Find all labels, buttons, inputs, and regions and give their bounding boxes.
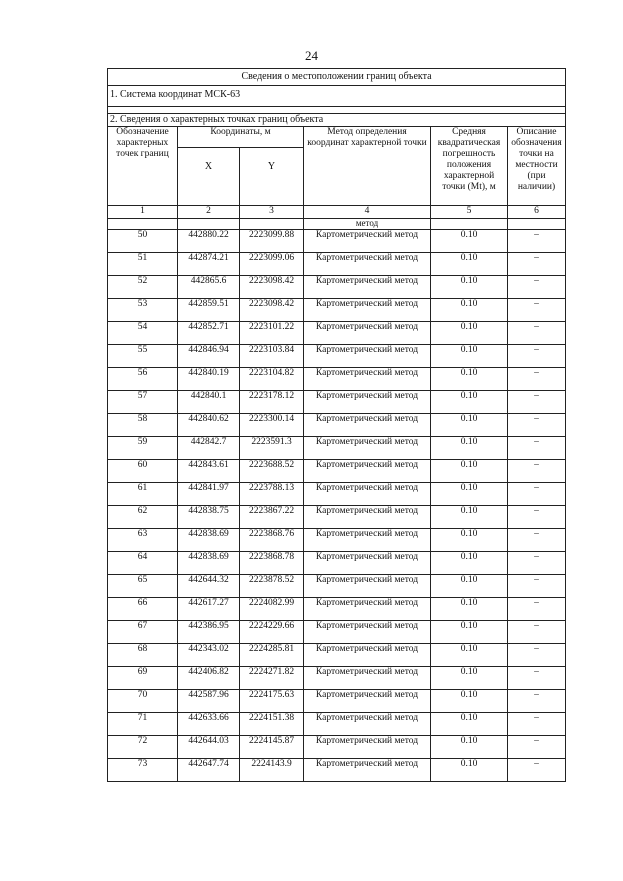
cont-cell	[108, 219, 178, 230]
coord-x: 442644.03	[178, 736, 240, 759]
error-cell: 0.10	[431, 368, 508, 391]
coord-y: 2223098.42	[240, 299, 304, 322]
coord-y: 2224229.66	[240, 621, 304, 644]
method-cell: Картометрический метод	[304, 322, 431, 345]
coord-x: 442838.69	[178, 552, 240, 575]
table-row	[108, 736, 566, 759]
error-cell: 0.10	[431, 667, 508, 690]
coord-y: 2223099.88	[240, 230, 304, 253]
boundary-points-table	[107, 68, 566, 782]
coord-y: 2223104.82	[240, 368, 304, 391]
method-cell: Картометрический метод	[304, 667, 431, 690]
error-cell: 0.10	[431, 230, 508, 253]
spacer-row	[108, 107, 566, 114]
table-row	[108, 621, 566, 644]
error-cell: 0.10	[431, 759, 508, 782]
method-cell: Картометрический метод	[304, 414, 431, 437]
description-cell: –	[508, 230, 566, 253]
point-id: 63	[108, 529, 178, 552]
coord-y: 2223688.52	[240, 460, 304, 483]
continuation-method: метод	[304, 219, 431, 230]
point-id: 53	[108, 299, 178, 322]
description-cell: –	[508, 690, 566, 713]
table-row	[108, 368, 566, 391]
coord-x: 442838.69	[178, 529, 240, 552]
coord-x: 442841.97	[178, 483, 240, 506]
point-id: 70	[108, 690, 178, 713]
coord-y: 2223868.78	[240, 552, 304, 575]
error-cell: 0.10	[431, 322, 508, 345]
coord-y: 2223867.22	[240, 506, 304, 529]
coord-y: 2223099.06	[240, 253, 304, 276]
coord-x: 442633.66	[178, 713, 240, 736]
coord-x: 442644.32	[178, 575, 240, 598]
description-cell: –	[508, 299, 566, 322]
cont-cell	[508, 219, 566, 230]
point-id: 58	[108, 414, 178, 437]
method-cell: Картометрический метод	[304, 644, 431, 667]
error-cell: 0.10	[431, 391, 508, 414]
point-id: 65	[108, 575, 178, 598]
coord-y: 2223101.22	[240, 322, 304, 345]
method-cell: Картометрический метод	[304, 276, 431, 299]
description-cell: –	[508, 414, 566, 437]
coord-y: 2224145.87	[240, 736, 304, 759]
col-number: 3	[240, 206, 304, 219]
description-cell: –	[508, 276, 566, 299]
coord-x: 442647.74	[178, 759, 240, 782]
description-cell: –	[508, 529, 566, 552]
description-cell: –	[508, 621, 566, 644]
table-row	[108, 299, 566, 322]
coord-x: 442840.19	[178, 368, 240, 391]
header-x: X	[178, 148, 240, 206]
col-number: 6	[508, 206, 566, 219]
method-cell: Картометрический метод	[304, 437, 431, 460]
col-number: 4	[304, 206, 431, 219]
method-cell: Картометрический метод	[304, 575, 431, 598]
point-id: 61	[108, 483, 178, 506]
point-id: 60	[108, 460, 178, 483]
table-row	[108, 253, 566, 276]
method-cell: Картометрический метод	[304, 299, 431, 322]
coord-y: 2223300.14	[240, 414, 304, 437]
method-cell: Картометрический метод	[304, 230, 431, 253]
coord-y: 2224143.9	[240, 759, 304, 782]
method-cell: Картометрический метод	[304, 759, 431, 782]
table-row	[108, 690, 566, 713]
method-cell: Картометрический метод	[304, 483, 431, 506]
error-cell: 0.10	[431, 506, 508, 529]
point-id: 55	[108, 345, 178, 368]
point-id: 59	[108, 437, 178, 460]
method-cell: Картометрический метод	[304, 529, 431, 552]
coord-y: 2224285.81	[240, 644, 304, 667]
point-id: 67	[108, 621, 178, 644]
method-cell: Картометрический метод	[304, 736, 431, 759]
cont-cell	[240, 219, 304, 230]
description-cell: –	[508, 437, 566, 460]
method-cell: Картометрический метод	[304, 552, 431, 575]
point-id: 69	[108, 667, 178, 690]
table-row	[108, 414, 566, 437]
error-cell: 0.10	[431, 644, 508, 667]
coord-x: 442859.51	[178, 299, 240, 322]
table-row	[108, 713, 566, 736]
col-number: 5	[431, 206, 508, 219]
table-row	[108, 667, 566, 690]
coord-x: 442846.94	[178, 345, 240, 368]
description-cell: –	[508, 322, 566, 345]
method-cell: Картометрический метод	[304, 621, 431, 644]
header-error: Средняя квадратическая погрешность положения характерной точки (Mt), м	[431, 127, 508, 206]
description-cell: –	[508, 345, 566, 368]
error-cell: 0.10	[431, 529, 508, 552]
error-cell: 0.10	[431, 713, 508, 736]
description-cell: –	[508, 368, 566, 391]
point-id: 71	[108, 713, 178, 736]
section-title: 2. Сведения о характерных точках границ объекта	[108, 114, 566, 127]
error-cell: 0.10	[431, 437, 508, 460]
coord-x: 442406.82	[178, 667, 240, 690]
table-row	[108, 552, 566, 575]
table-row	[108, 644, 566, 667]
point-id: 51	[108, 253, 178, 276]
error-cell: 0.10	[431, 460, 508, 483]
method-cell: Картометрический метод	[304, 391, 431, 414]
coord-y: 2223098.42	[240, 276, 304, 299]
coord-y: 2224082.99	[240, 598, 304, 621]
coord-x: 442865.6	[178, 276, 240, 299]
coord-x: 442617.27	[178, 598, 240, 621]
table-row	[108, 345, 566, 368]
point-id: 54	[108, 322, 178, 345]
table-row	[108, 506, 566, 529]
coord-y: 2223103.84	[240, 345, 304, 368]
point-id: 50	[108, 230, 178, 253]
method-cell: Картометрический метод	[304, 506, 431, 529]
method-cell: Картометрический метод	[304, 598, 431, 621]
table-row	[108, 759, 566, 782]
description-cell: –	[508, 506, 566, 529]
coord-y: 2223868.76	[240, 529, 304, 552]
point-id: 57	[108, 391, 178, 414]
coord-y: 2224271.82	[240, 667, 304, 690]
point-id: 56	[108, 368, 178, 391]
coord-x: 442874.21	[178, 253, 240, 276]
description-cell: –	[508, 759, 566, 782]
table-row	[108, 483, 566, 506]
error-cell: 0.10	[431, 736, 508, 759]
coord-x: 442842.7	[178, 437, 240, 460]
point-id: 64	[108, 552, 178, 575]
error-cell: 0.10	[431, 253, 508, 276]
header-y: Y	[240, 148, 304, 206]
table-row	[108, 437, 566, 460]
coord-x: 442840.62	[178, 414, 240, 437]
point-id: 68	[108, 644, 178, 667]
error-cell: 0.10	[431, 690, 508, 713]
method-cell: Картометрический метод	[304, 345, 431, 368]
coord-x: 442386.95	[178, 621, 240, 644]
col-number: 1	[108, 206, 178, 219]
coord-x: 442587.96	[178, 690, 240, 713]
description-cell: –	[508, 667, 566, 690]
table-title: Сведения о местоположении границ объекта	[108, 69, 566, 86]
table-row	[108, 529, 566, 552]
description-cell: –	[508, 253, 566, 276]
point-id: 72	[108, 736, 178, 759]
header-designation: Обозначение характерных точек границ	[108, 127, 178, 206]
description-cell: –	[508, 598, 566, 621]
coord-system: 1. Система координат МСК-63	[108, 86, 566, 107]
cont-cell	[178, 219, 240, 230]
coord-y: 2224151.38	[240, 713, 304, 736]
description-cell: –	[508, 460, 566, 483]
page-number: 24	[305, 48, 318, 63]
table-row	[108, 460, 566, 483]
description-cell: –	[508, 552, 566, 575]
description-cell: –	[508, 483, 566, 506]
col-number: 2	[178, 206, 240, 219]
cont-cell	[431, 219, 508, 230]
header-description: Описание обозначения точки на местности (при наличии)	[508, 127, 566, 206]
table-row	[108, 276, 566, 299]
error-cell: 0.10	[431, 552, 508, 575]
point-id: 73	[108, 759, 178, 782]
description-cell: –	[508, 713, 566, 736]
coord-x: 442852.71	[178, 322, 240, 345]
coord-x: 442843.61	[178, 460, 240, 483]
coord-x: 442838.75	[178, 506, 240, 529]
header-coords: Координаты, м	[178, 127, 304, 148]
table-row	[108, 598, 566, 621]
description-cell: –	[508, 736, 566, 759]
point-id: 66	[108, 598, 178, 621]
table-row	[108, 575, 566, 598]
coord-y: 2223878.52	[240, 575, 304, 598]
error-cell: 0.10	[431, 345, 508, 368]
coord-y: 2223788.13	[240, 483, 304, 506]
error-cell: 0.10	[431, 276, 508, 299]
coord-y: 2223178.12	[240, 391, 304, 414]
table-row	[108, 391, 566, 414]
point-id: 62	[108, 506, 178, 529]
method-cell: Картометрический метод	[304, 253, 431, 276]
error-cell: 0.10	[431, 299, 508, 322]
description-cell: –	[508, 644, 566, 667]
method-cell: Картометрический метод	[304, 460, 431, 483]
error-cell: 0.10	[431, 483, 508, 506]
coord-y: 2223591.3	[240, 437, 304, 460]
coord-x: 442840.1	[178, 391, 240, 414]
description-cell: –	[508, 391, 566, 414]
error-cell: 0.10	[431, 621, 508, 644]
table-row	[108, 230, 566, 253]
table-row	[108, 322, 566, 345]
error-cell: 0.10	[431, 598, 508, 621]
coord-x: 442880.22	[178, 230, 240, 253]
coord-y: 2224175.63	[240, 690, 304, 713]
description-cell: –	[508, 575, 566, 598]
coord-x: 442343.02	[178, 644, 240, 667]
header-method: Метод определения координат характерной точки	[304, 127, 431, 206]
method-cell: Картометрический метод	[304, 690, 431, 713]
error-cell: 0.10	[431, 575, 508, 598]
method-cell: Картометрический метод	[304, 713, 431, 736]
point-id: 52	[108, 276, 178, 299]
method-cell: Картометрический метод	[304, 368, 431, 391]
error-cell: 0.10	[431, 414, 508, 437]
